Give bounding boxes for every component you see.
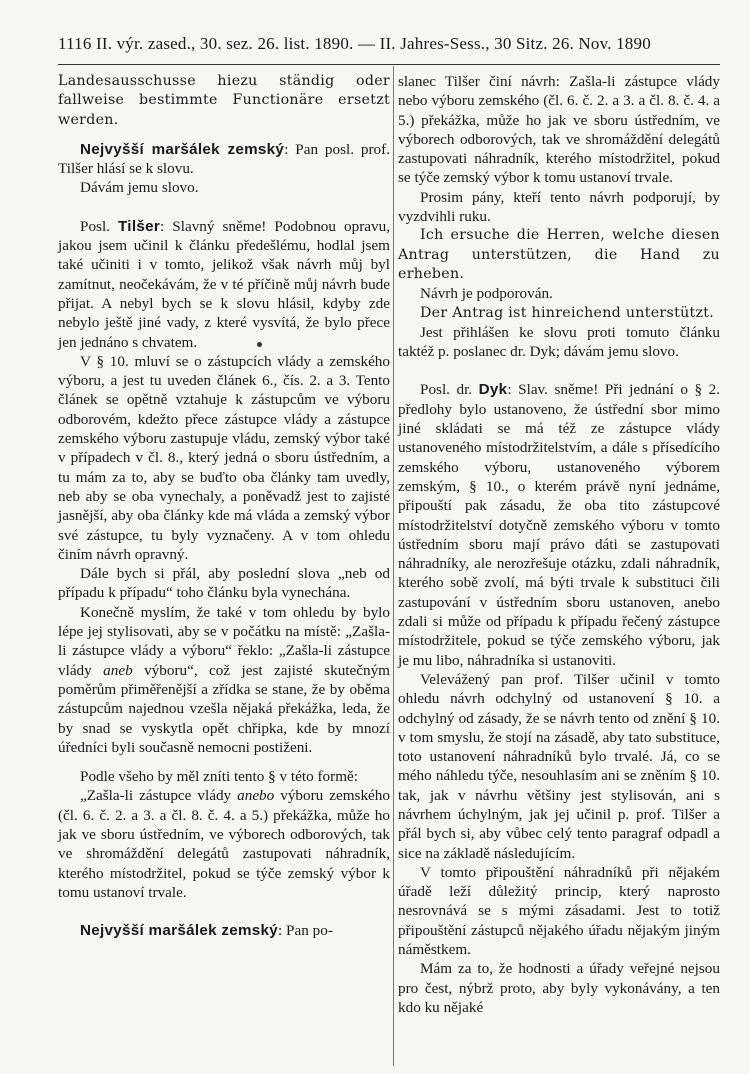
speech-text: : Slavný sněme! Podobnou opravu, jakou jsem učinil k článku předešlému, hodlal jsem také učiniti i v tomto, jelikož však návrh můj byl zamítnut, neočekávám, že v té příčině můj návrh bude přijat. A nebyl bych se k slovu hlásil, kdyby zde nebylo ještě jiné vady, z které vysvítá, že bylo přece jen jednáno s chvatem.: [58, 217, 390, 351]
speaker-prefix: Posl. dr.: [420, 381, 479, 399]
paragraph: Der Antrag ist hinreichend unterstützt.: [420, 304, 715, 321]
paragraph: [58, 786, 390, 902]
italic-run: anebo: [237, 787, 275, 805]
header-rule: [58, 64, 720, 65]
paragraph: Dále bych si přál, aby poslední slova „neb od případu k případu“ toho článku byla vynechána.: [58, 565, 390, 602]
paragraph: Ich ersuche die Herren, welche diesen Antrag unterstützen, die Hand zu erheben.: [398, 227, 720, 282]
paragraph: Velevážený pan prof. Tilšer učinil v tomto ohledu návrh odchylný od ustanovení § 10. a odchylný od zásady, že se návrh tento od znění § 10. v tom smyslu, že stojí na zásadě, aby tato substituce, toto ustanovení náhradníků bylo trvalé. Já, co se mého náhledu týče, nesouhlasím ani se zněním § 10. tak, jak v návrhu většiny jest stylisován, ani s návrhem úchylným, jak jej učinil p. prof. Tilšer a přál bych si, aby vůbec celý tento paragraf odpadl a sice na základě následujícím.: [398, 670, 720, 862]
paragraph: Mám za to, že hodnosti a úřady veřejné nejsou pro čest, nýbrž proto, aby byly vykonávány, a ten kdo ku nějaké: [398, 960, 720, 1016]
text-run: výboru zemského (čl. 6. č. 2. a 3. a čl. 8. č. 4. a 5.) překážka, může ho jak ve sboru ústředním, ve výborech odborových, tak ve shromáždění delegátů zastupovati náhradník, kterého místodržitel, pokud se týče zemský výbor k tomu ustanoví trvale.: [58, 787, 390, 901]
paragraph: [58, 140, 390, 179]
paragraph: slanec Tilšer činí návrh: Zašla-li zástupce vlády nebo výboru zemského (čl. 6. č. 2. a 3. a čl. 8. č. 4. a 5.) překážka, může ho jak ve sboru ústředním, ve výborech odborových, tak ve shromáždění delegátů zastupovati náhradník, kterého místodržitel, pokud se týče zemský výbor k tomu ustanoví trvale.: [398, 73, 720, 187]
paragraph: V § 10. mluví se o zástupcích vlády a zemského výboru, a jest tu uveden článek 6., čís. 2. a 3. Tento článek se opětně vztahuje k zástupcům ve výboru odborovém, kdežto přece zástupce vlády a zástupce zemského výboru zastupuje vládu, zemský výbor také v případech v čl. 8., který jedná o sboru ústředním, a tu mám za to, aby se buďto oba články tam uvedly, neb aby se oba vynechaly, a poněvadž jest to zajisté jasnější, aby oba články kde má vláda a zemský výbor své zástupce, tu byly vyznačeny. A v tom ohledu činím návrh opravný.: [58, 352, 390, 563]
page-header: 1116 II. výr. zased., 30. sez. 26. list. 1890. — II. Jahres-Sess., 30 Sitz. 26. Nov. 1890: [58, 34, 651, 53]
speech-text: : Pan posl. prof. Tilšer hlásí se k slovu.: [58, 140, 391, 178]
paragraph: [58, 921, 390, 940]
speaker-name: Tilšer: [118, 217, 161, 235]
paragraph: Podle všeho by měl zníti tento § v této formě:: [80, 768, 358, 786]
paragraph: [58, 217, 390, 352]
paragraph: Prosim pány, kteří tento návrh podporují, by vyzdvihli ruku.: [398, 188, 720, 226]
speaker-name: Dyk: [478, 381, 508, 399]
column-divider: [393, 66, 394, 1066]
paragraph: Dávám jemu slovo.: [80, 179, 199, 197]
speech-text: : Pan po-: [278, 922, 333, 940]
text-run: „Zašla-li zástupce vlády: [80, 787, 238, 805]
text-run: výboru“, což jest zajisté skutečným poměrům přiměřenější a zřídka se stane, že by oběma zástupcům najednou vzešla nějaká překážka, leda, že by snad se vyskytla opět chřipka, kde by mnozí úředníci byli současně nemocni postiženi.: [58, 661, 390, 756]
text-run: Konečně myslím, že také v tom ohledu by bylo lépe jej stylisovati, aby se v počátku na místě: „Zašla-li zástupce vlády a výboru“ řeklo: „Zašla-li zástupce vlády: [58, 603, 390, 679]
italic-run: aneb: [103, 661, 133, 679]
speaker-prefix: Posl.: [80, 217, 118, 235]
paragraph: [58, 603, 390, 757]
speaker-name: Nejvyšší maršálek zemský: [80, 922, 279, 940]
right-column: [398, 72, 720, 1017]
paragraph: [398, 380, 720, 669]
paragraph: Jest přihlášen ke slovu proti tomuto článku taktéž p. poslanec dr. Dyk; dávám jemu slovo.: [398, 323, 720, 361]
left-column: [58, 72, 390, 940]
speech-text: : Slav. sněme! Při jednání o § 2. předlohy bylo ustanoveno, že ústřední sbor mimo jiné skládati se má též ze zástupce vlády ustanoveného místodržitelstvím, a dále s přísedícího zemského výboru, ustanoveného výborem zemským, § 10., o kterém právě nyní jednáme, připouští pak zásadu, že oba tito zástupcové místodržitelství dotyčně zemského výboru v tomto ústředním sboru mají právo dáti se zastupovati náhradníky, ale nerozřešuje otázku, zdali náhradník, kterého sobě zvolí, má býti trvale k substituci čili zastupování v ústředním sboru ustanoven, anebo zdali si může od případu k případu řečený zástupce místodržitele, pokud se týče zemského výboru, jak je mu libo, náhradníka si ustanoviti.: [398, 381, 720, 669]
paragraph: Landesausschusse hiezu ständig oder fallweise bestimmte Functionäre ersetzt werden.: [58, 73, 390, 128]
paragraph: V tomto připouštění náhradníků při nějakém úřadě leží důležitý princip, který naprosto nesrovnává se s mými zásadami. Jest to totiž připouštění zástupců nějakého úřadu nějakým jiným náměstkem.: [398, 863, 720, 959]
paragraph: Návrh je podporován.: [420, 285, 553, 303]
speaker-name: Nejvyšší maršálek zemský: [80, 140, 285, 158]
